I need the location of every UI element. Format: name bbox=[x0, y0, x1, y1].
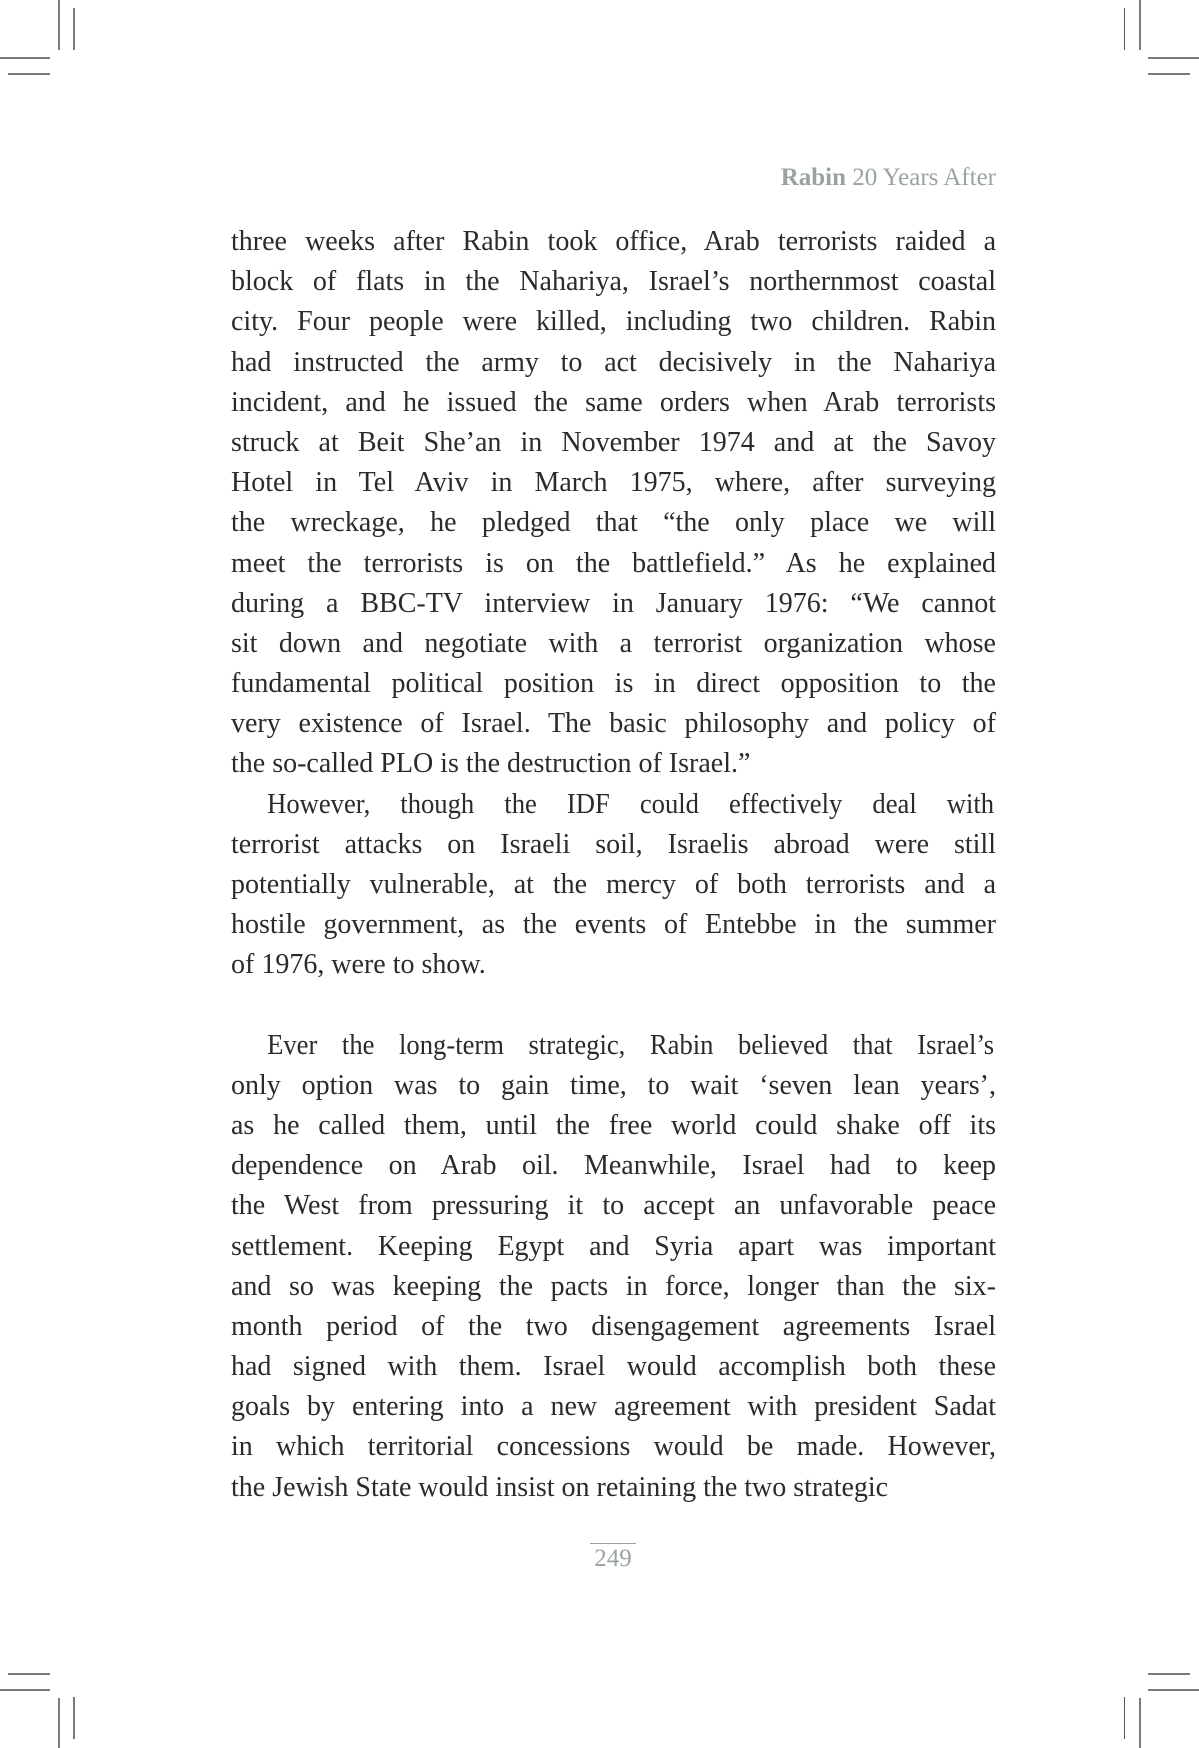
text-line-content: as he called them, until the free world could shake off its bbox=[231, 1109, 996, 1141]
crop-mark-bottom-left-horizontal-inner bbox=[8, 1673, 50, 1675]
text-line-content: terrorist attacks on Israeli soil, Israelis abroad were still bbox=[231, 828, 996, 860]
text-line bbox=[231, 423, 996, 463]
text-line bbox=[231, 1026, 996, 1066]
text-line bbox=[231, 664, 996, 704]
crop-mark-top-left-horizontal-outer bbox=[0, 57, 50, 59]
text-line-content: sit down and negotiate with a terrorist organization whose bbox=[231, 627, 996, 659]
text-line bbox=[231, 503, 996, 543]
text-line-content: month period of the two disengagement agreements Israel bbox=[231, 1310, 996, 1342]
text-line bbox=[231, 1227, 996, 1267]
text-line bbox=[231, 463, 996, 503]
text-line-content: the West from pressuring it to accept an unfavorable peace bbox=[231, 1190, 996, 1222]
running-head bbox=[781, 163, 996, 193]
text-line-content: of 1976, were to show. bbox=[231, 949, 486, 981]
text-line-content: very existence of Israel. The basic philosophy and policy of bbox=[231, 708, 996, 740]
crop-mark-bottom-right-vertical-inner bbox=[1124, 1697, 1125, 1739]
text-line bbox=[231, 785, 996, 825]
text-line-content: goals by entering into a new agreement with president Sadat bbox=[231, 1391, 996, 1423]
text-line bbox=[231, 624, 996, 664]
text-line-content: the wreckage, he pledged that “the only place we will bbox=[231, 507, 996, 539]
text-line-content: had signed with them. Israel would accomplish both these bbox=[231, 1351, 996, 1383]
text-line bbox=[231, 1267, 996, 1307]
text-line-content: Hotel in Tel Aviv in March 1975, where, after surveying bbox=[231, 467, 996, 499]
text-line-content: block of flats in the Nahariya, Israel’s northernmost coastal bbox=[231, 266, 996, 298]
text-line-content: fundamental political position is in direct opposition to the bbox=[231, 668, 996, 700]
text-line bbox=[231, 302, 996, 342]
crop-mark-bottom-right-vertical-outer bbox=[1139, 1698, 1141, 1748]
crop-mark-bottom-left-vertical-inner bbox=[73, 1697, 75, 1739]
text-line bbox=[231, 1106, 996, 1146]
text-line-content: three weeks after Rabin took office, Arab terrorists raided a bbox=[231, 226, 996, 257]
text-line-content: in which territorial concessions would be made. However, bbox=[231, 1431, 996, 1463]
text-line bbox=[231, 744, 996, 784]
text-line bbox=[231, 262, 996, 302]
text-line bbox=[231, 343, 996, 383]
crop-mark-top-left-vertical-outer bbox=[58, 0, 60, 50]
text-line-content: the so-called PLO is the destruction of Israel.” bbox=[231, 748, 751, 780]
text-line-content: only option was to gain time, to wait ‘seven lean years’, bbox=[231, 1069, 996, 1101]
text-line bbox=[231, 584, 996, 624]
body-text bbox=[231, 222, 996, 1508]
text-line bbox=[231, 1186, 996, 1226]
page-number: 249 bbox=[590, 1543, 636, 1574]
text-line bbox=[231, 1146, 996, 1186]
text-line-content: city. Four people were killed, including two children. Rabin bbox=[231, 306, 996, 338]
crop-mark-top-right-horizontal-outer bbox=[1148, 57, 1199, 59]
text-line-content: hostile government, as the events of Entebbe in the summer bbox=[231, 909, 996, 941]
text-line bbox=[231, 1468, 996, 1508]
text-line bbox=[231, 865, 996, 905]
crop-mark-bottom-left-horizontal-outer bbox=[0, 1689, 50, 1691]
text-line-content: However, though the IDF could effectively deal with bbox=[267, 788, 995, 820]
text-line bbox=[231, 1427, 996, 1467]
text-line bbox=[231, 1347, 996, 1387]
crop-mark-bottom-right-horizontal-inner bbox=[1148, 1673, 1190, 1675]
crop-mark-top-right-vertical-inner bbox=[1124, 8, 1125, 50]
text-line bbox=[231, 1387, 996, 1427]
text-line-content: settlement. Keeping Egypt and Syria apart was important bbox=[231, 1230, 996, 1262]
crop-mark-top-left-horizontal-inner bbox=[8, 73, 50, 75]
text-line bbox=[231, 222, 996, 262]
text-line-content: during a BBC-TV interview in January 1976: “We cannot bbox=[231, 587, 996, 619]
text-line bbox=[231, 1066, 996, 1106]
crop-mark-top-right-vertical-outer bbox=[1139, 0, 1141, 50]
paragraph-gap bbox=[231, 986, 996, 1026]
running-head-subtitle: 20 Years After bbox=[852, 164, 996, 191]
paragraph bbox=[231, 785, 996, 986]
running-head-book-short: Rabin bbox=[780, 164, 846, 191]
paragraph bbox=[231, 1026, 996, 1508]
crop-mark-top-right-horizontal-inner bbox=[1148, 73, 1190, 75]
text-line bbox=[231, 704, 996, 744]
text-line-content: dependence on Arab oil. Meanwhile, Israel had to keep bbox=[231, 1150, 996, 1182]
text-line-content: struck at Beit She’an in November 1974 and at the Savoy bbox=[231, 426, 996, 458]
paragraph bbox=[231, 222, 996, 785]
text-line-content: had instructed the army to act decisively in the Nahariya bbox=[231, 346, 996, 378]
text-line bbox=[231, 1307, 996, 1347]
text-line bbox=[231, 383, 996, 423]
text-line bbox=[231, 825, 996, 865]
text-line-content: the Jewish State would insist on retaining the two strategic bbox=[231, 1471, 889, 1503]
text-line bbox=[231, 945, 996, 985]
text-line-content: potentially vulnerable, at the mercy of both terrorists and a bbox=[231, 869, 996, 900]
text-line-content: and so was keeping the pacts in force, longer than the six- bbox=[231, 1270, 996, 1302]
crop-mark-bottom-right-horizontal-outer bbox=[1148, 1689, 1199, 1691]
text-line-content: incident, and he issued the same orders when Arab terrorists bbox=[231, 386, 996, 418]
text-line bbox=[231, 905, 996, 945]
text-line-content: meet the terrorists is on the battlefield.” As he explained bbox=[231, 547, 996, 579]
crop-mark-top-left-vertical-inner bbox=[73, 8, 75, 50]
text-line-content: Ever the long-term strategic, Rabin believed that Israel’s bbox=[267, 1029, 995, 1061]
crop-mark-bottom-left-vertical-outer bbox=[58, 1698, 60, 1748]
text-line bbox=[231, 544, 996, 584]
